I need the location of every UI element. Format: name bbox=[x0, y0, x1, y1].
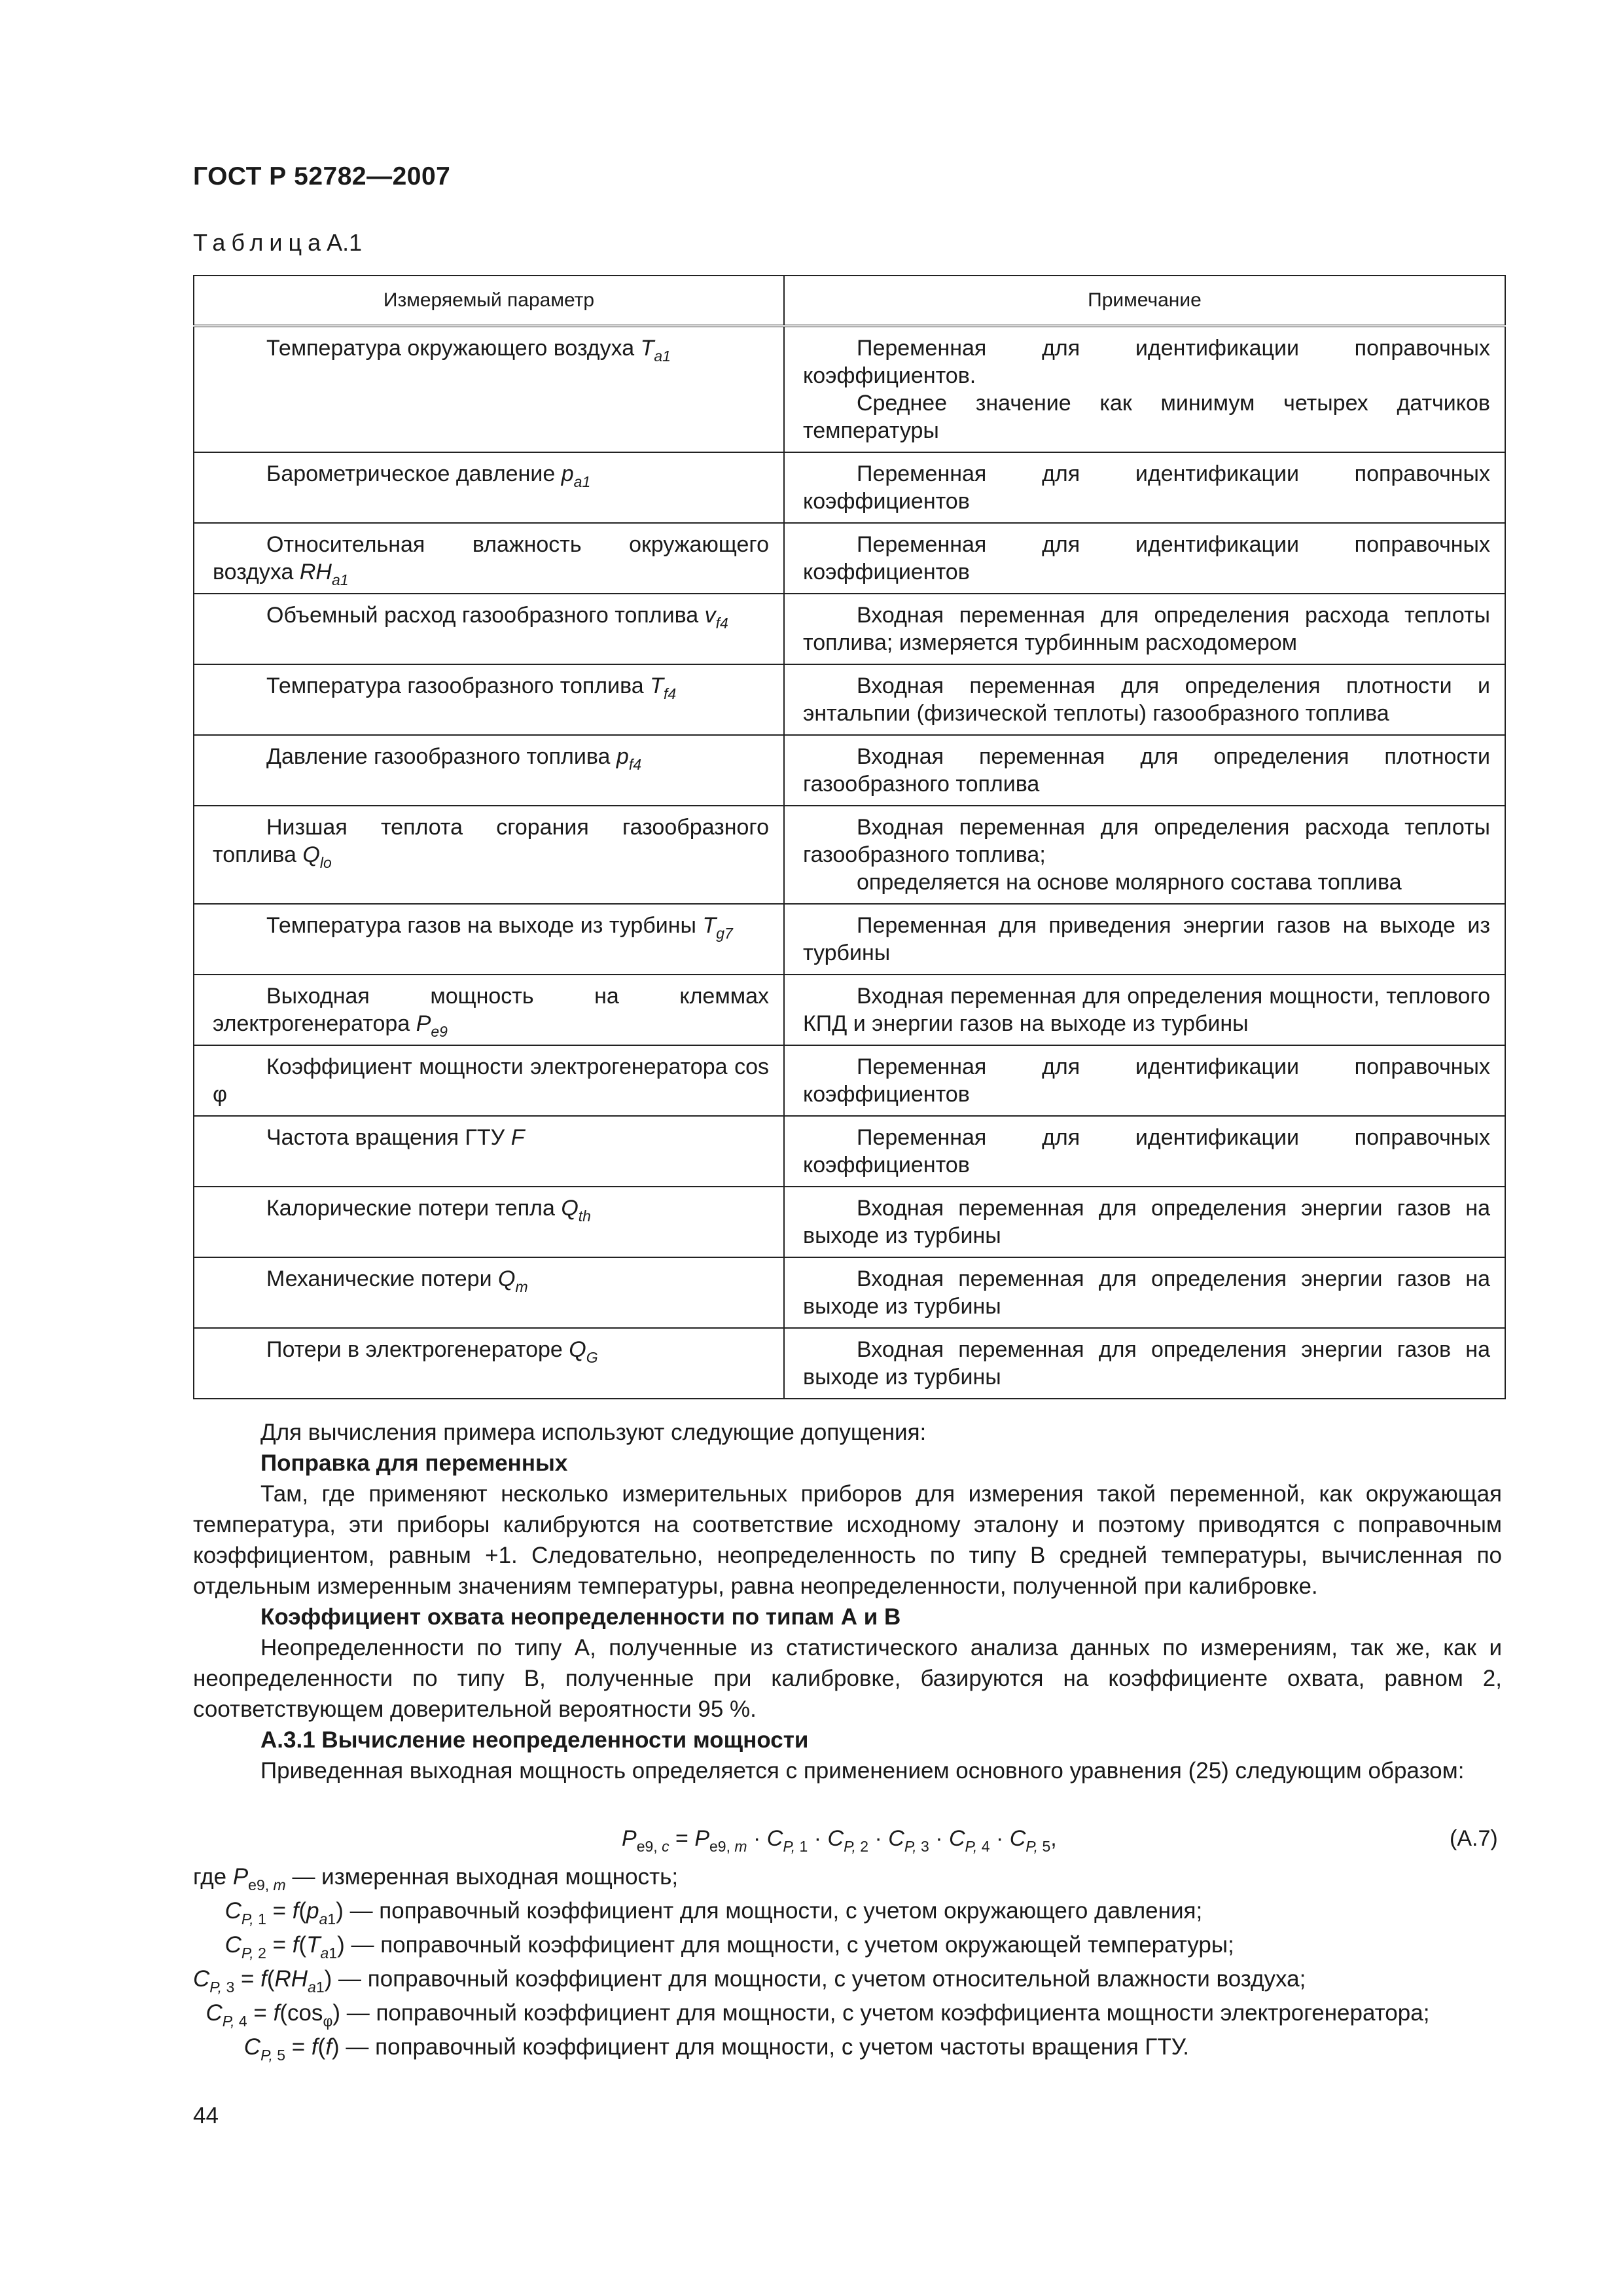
table-row bbox=[194, 326, 1505, 452]
definitions-list bbox=[193, 1860, 1429, 2064]
parameter-text bbox=[213, 1053, 769, 1108]
note-cell bbox=[784, 452, 1505, 523]
table-row bbox=[194, 594, 1505, 664]
parameter-cell bbox=[194, 326, 784, 452]
note-cell bbox=[784, 1187, 1505, 1257]
parameter-cell bbox=[194, 904, 784, 975]
parameter-text bbox=[213, 531, 769, 586]
note-line: Входная переменная для определения мощности, теплового КПД и энергии газов на выходе из турбины bbox=[803, 984, 1490, 1036]
table-row bbox=[194, 452, 1505, 523]
table-caption-word: Таблица bbox=[193, 229, 327, 256]
parameter-text bbox=[213, 982, 769, 1040]
table-row bbox=[194, 523, 1505, 594]
note-line: Входная переменная для определения энергии газов на выходе из турбины bbox=[803, 1266, 1490, 1319]
parameter-cell bbox=[194, 735, 784, 806]
note-cell bbox=[784, 326, 1505, 452]
note-line: Входная переменная для определения расхода теплоты топлива; измеряется турбинным расходомером bbox=[803, 603, 1490, 655]
equation-a7: $P_{e9, c} = P_{e9, m} \cdot C_{P,}$ $_1 \cdot C_{P,}$ $_2 \cdot C_{P,}$ $_3 \cdot C_{P,}$ $_4 \cdot C_{P,}$ $_5$, bbox=[622, 1826, 1057, 1855]
parameter-symbol: cos φ bbox=[213, 1054, 769, 1107]
parameter-symbol: RH bbox=[299, 560, 332, 584]
definition-line: $C_{P,}$ $_1 = f(p_{a1})$ — поправочный коэффициент для мощности, с учетом окружающего давления; bbox=[224, 1898, 1203, 1928]
parameter-subscript: f4 bbox=[663, 685, 677, 702]
parameter-symbol: v bbox=[704, 603, 716, 628]
parameter-cell bbox=[194, 452, 784, 523]
parameter-name: Температура окружающего воздуха bbox=[266, 336, 635, 361]
parameter-name: Потери в электрогенераторе bbox=[266, 1337, 563, 1362]
column-header-note: Примечание bbox=[784, 276, 1505, 326]
note-line: Входная переменная для определения расхода теплоты газообразного топлива; bbox=[803, 815, 1490, 867]
parameter-subscript: g7 bbox=[716, 925, 733, 942]
parameter-symbol: T bbox=[650, 673, 664, 698]
table-row bbox=[194, 904, 1505, 975]
parameter-name: Калорические потери тепла bbox=[266, 1196, 555, 1221]
parameter-symbol: p bbox=[616, 744, 629, 769]
parameter-cell bbox=[194, 594, 784, 664]
table-row bbox=[194, 1257, 1505, 1328]
definition-line: $C_{P,}$ $_4 = f(\cos_\varphi)$ — поправочный коэффициент для мощности, с учетом коэффициента мощности электрогенератора; bbox=[205, 2000, 1430, 2030]
parameters-table bbox=[193, 275, 1506, 1399]
parameter-subscript: f4 bbox=[628, 756, 641, 773]
parameter-subscript: e9 bbox=[431, 1023, 448, 1040]
table-caption-number: А.1 bbox=[327, 229, 363, 256]
parameter-text bbox=[213, 1265, 769, 1293]
note-line: Среднее значение как минимум четырех датчиков температуры bbox=[803, 391, 1490, 443]
note-cell bbox=[784, 523, 1505, 594]
parameter-text bbox=[213, 334, 769, 365]
parameter-name: Выходная мощность на клеммах электрогенератора bbox=[213, 984, 769, 1036]
paragraph-power: Приведенная выходная мощность определяется с применением основного уравнения (25) следующим образом: bbox=[260, 1758, 1465, 1784]
note-line: Переменная для приведения энергии газов на выходе из турбины bbox=[803, 913, 1490, 965]
parameter-symbol: Q bbox=[561, 1196, 579, 1221]
note-line: Входная переменная для определения энергии газов на выходе из турбины bbox=[803, 1196, 1490, 1248]
table-row bbox=[194, 664, 1505, 735]
definition-line: $C_{P,}$ $_2 = f(T_{a1})$ — поправочный коэффициент для мощности, с учетом окружающей температуры; bbox=[224, 1932, 1234, 1962]
note-cell bbox=[784, 1116, 1505, 1187]
table-row bbox=[194, 806, 1505, 904]
parameter-name: Температура газообразного топлива bbox=[266, 673, 644, 698]
table-row bbox=[194, 1328, 1505, 1399]
parameter-name: Частота вращения ГТУ bbox=[266, 1125, 505, 1150]
page-number: 44 bbox=[193, 2103, 219, 2128]
parameter-subscript: a1 bbox=[573, 473, 591, 490]
table-row bbox=[194, 975, 1505, 1045]
note-line: Переменная для идентификации поправочных коэффициентов bbox=[803, 1054, 1490, 1107]
note-cell bbox=[784, 1045, 1505, 1116]
note-line: Переменная для идентификации поправочных коэффициентов bbox=[803, 461, 1490, 514]
paragraph-coverage: Неопределенности по типу А, полученные из статистического анализа данных по измерениям, так же, как и неопределенности по типу В, полученные при калибровке, базируются на коэффициенте охвата, равном 2, соответствующем доверительной вероятности 95 %. bbox=[193, 1635, 1502, 1722]
table-body bbox=[194, 326, 1505, 1399]
parameter-name: Коэффициент мощности электрогенератора bbox=[266, 1054, 728, 1079]
parameter-name: Объемный расход газообразного топлива bbox=[266, 603, 699, 628]
parameter-symbol: T bbox=[702, 913, 717, 938]
table-row bbox=[194, 1045, 1505, 1116]
note-line: Переменная для идентификации поправочных коэффициентов bbox=[803, 1125, 1490, 1177]
parameter-cell bbox=[194, 1257, 784, 1328]
paragraph-corrections: Там, где применяют несколько измерительных приборов для измерения такой переменной, как окружающая температура, эти приборы калибруются на соответствие исходному эталону и поэтому приводятся с поправочным коэффициентом, равным +1. Следовательно, неопределенность по типу В средней температуры, вычисленная по отдельным измеренным значениям температуры, равна неопределенности, полученной при калибровке. bbox=[193, 1481, 1502, 1599]
parameter-text bbox=[213, 912, 769, 942]
parameter-subscript: th bbox=[578, 1208, 591, 1225]
parameter-cell bbox=[194, 975, 784, 1045]
parameter-cell bbox=[194, 523, 784, 594]
parameter-cell bbox=[194, 1045, 784, 1116]
parameter-cell bbox=[194, 806, 784, 904]
parameter-name: Температура газов на выходе из турбины bbox=[266, 913, 696, 938]
parameter-text bbox=[213, 672, 769, 700]
parameter-symbol: Q bbox=[302, 842, 320, 867]
parameter-name: Давление газообразного топлива bbox=[266, 744, 611, 769]
parameter-symbol: Q bbox=[569, 1337, 586, 1362]
note-cell bbox=[784, 1257, 1505, 1328]
note-cell bbox=[784, 975, 1505, 1045]
section-heading-a31: А.3.1 Вычисление неопределенности мощности bbox=[260, 1727, 809, 1753]
parameter-name: Барометрическое давление bbox=[266, 461, 556, 486]
definition-line: $C_{P,}$ $_3 = f(RH_{a1})$ — поправочный коэффициент для мощности, с учетом относительной влажности воздуха; bbox=[193, 1966, 1306, 1996]
definition-line: $C_{P,}$ $_5$ = f(f) — поправочный коэффициент для мощности, с учетом частоты вращения ГТУ. bbox=[243, 2034, 1190, 2064]
section-heading-corrections: Поправка для переменных bbox=[260, 1450, 568, 1476]
note-line: Входная переменная для определения плотности и энтальпии (физической теплоты) газообразного топлива bbox=[803, 673, 1490, 726]
assumptions-intro: Для вычисления примера используют следующие допущения: bbox=[260, 1420, 927, 1445]
parameter-symbol: p bbox=[561, 461, 574, 486]
note-line: определяется на основе молярного состава топлива bbox=[857, 870, 1402, 895]
note-cell bbox=[784, 806, 1505, 904]
parameter-cell bbox=[194, 664, 784, 735]
equation-number: (А.7) bbox=[1450, 1826, 1498, 1851]
parameter-text bbox=[213, 814, 769, 869]
note-line: Входная переменная для определения энергии газов на выходе из турбины bbox=[803, 1337, 1490, 1390]
parameter-symbol: F bbox=[510, 1125, 525, 1150]
table-row bbox=[194, 1187, 1505, 1257]
parameter-text bbox=[213, 460, 769, 488]
parameter-text bbox=[213, 1124, 769, 1151]
parameter-subscript: f4 bbox=[715, 615, 728, 632]
parameter-text bbox=[213, 743, 769, 773]
parameter-text bbox=[213, 1194, 769, 1225]
parameter-name: Низшая теплота сгорания газообразного топлива bbox=[213, 815, 769, 867]
note-cell bbox=[784, 594, 1505, 664]
note-line: Переменная для идентификации поправочных коэффициентов bbox=[803, 532, 1490, 584]
note-cell bbox=[784, 735, 1505, 806]
section-heading-coverage: Коэффициент охвата неопределенности по типам А и В bbox=[260, 1604, 901, 1630]
parameter-cell bbox=[194, 1116, 784, 1187]
text-block bbox=[193, 1417, 1502, 1786]
parameter-symbol: T bbox=[640, 336, 654, 361]
parameter-symbol: P bbox=[416, 1011, 431, 1036]
table-caption bbox=[193, 229, 362, 257]
note-cell bbox=[784, 664, 1505, 735]
parameter-subscript: G bbox=[586, 1349, 598, 1366]
table-row bbox=[194, 735, 1505, 806]
parameter-subscript: a1 bbox=[654, 348, 671, 365]
table-row bbox=[194, 1116, 1505, 1187]
document-header: ГОСТ Р 52782—2007 bbox=[193, 162, 451, 190]
parameter-symbol: Q bbox=[498, 1266, 516, 1291]
parameter-text bbox=[213, 601, 769, 632]
parameter-cell bbox=[194, 1328, 784, 1399]
parameter-cell bbox=[194, 1187, 784, 1257]
parameter-text bbox=[213, 1336, 769, 1366]
note-line: Переменная для идентификации поправочных коэффициентов. bbox=[803, 336, 1490, 388]
parameter-name: Относительная влажность окружающего воздуха bbox=[213, 532, 769, 584]
parameter-subscript: m bbox=[515, 1278, 528, 1295]
note-line: Входная переменная для определения плотности газообразного топлива bbox=[803, 744, 1490, 797]
note-cell bbox=[784, 1328, 1505, 1399]
parameter-name: Механические потери bbox=[266, 1266, 492, 1291]
parameter-subscript: lo bbox=[319, 854, 332, 871]
column-header-parameter: Измеряемый параметр bbox=[194, 276, 784, 326]
parameter-subscript: a1 bbox=[331, 571, 349, 588]
definition-line: где $P_{e9, m}$ — измеренная выходная мощность; bbox=[193, 1864, 679, 1893]
note-cell bbox=[784, 904, 1505, 975]
